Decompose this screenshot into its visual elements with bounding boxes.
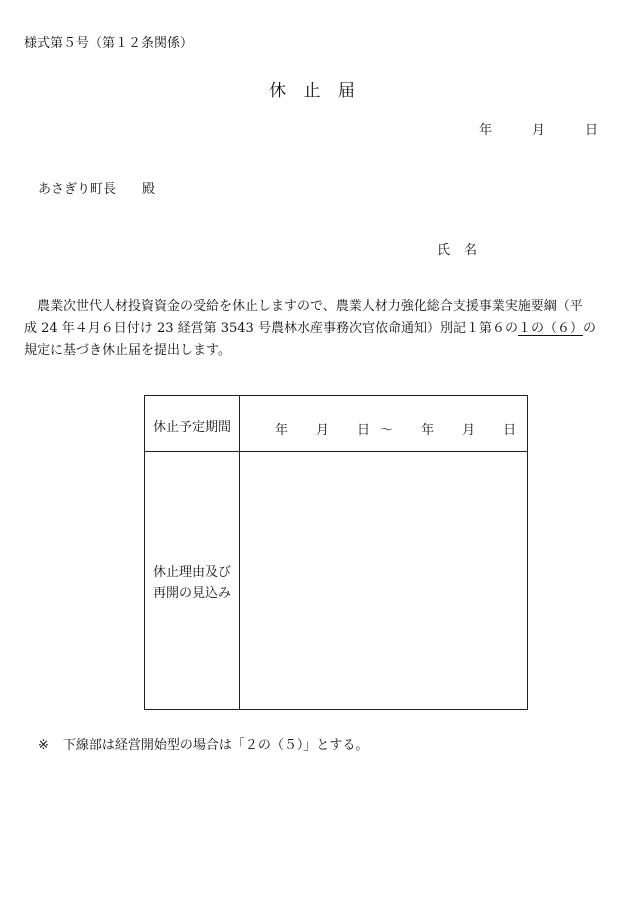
period-tilde: ～ bbox=[380, 423, 394, 438]
suspension-form-table bbox=[144, 395, 528, 710]
underlined-clause: １の（６） bbox=[517, 321, 583, 336]
applicant-name-field bbox=[437, 239, 477, 258]
reason-label-line-2: 再開の見込み bbox=[153, 586, 232, 601]
body-line-2 bbox=[24, 318, 608, 340]
period-year-start: 年 bbox=[275, 423, 289, 438]
document-title: 休 止 届 bbox=[269, 81, 361, 101]
period-month-start: 月 bbox=[316, 423, 330, 438]
period-day-end: 日 bbox=[503, 423, 517, 438]
body-line-2-post: の bbox=[582, 321, 596, 336]
period-label: 休止予定期間 bbox=[153, 420, 232, 435]
honorific: 殿 bbox=[142, 182, 156, 197]
date-month: 月 bbox=[531, 123, 545, 138]
date-day: 日 bbox=[584, 123, 598, 138]
note-mark: ※ bbox=[38, 738, 49, 753]
period-day-start: 日 bbox=[357, 423, 371, 438]
reason-label bbox=[153, 562, 231, 604]
reason-label-line-1: 休止理由及び bbox=[153, 565, 232, 580]
date-year: 年 bbox=[478, 123, 492, 138]
body-line-1 bbox=[24, 296, 608, 318]
period-year-end: 年 bbox=[421, 423, 435, 438]
body-paragraph bbox=[24, 296, 608, 362]
name-label-1: 氏 bbox=[437, 243, 451, 258]
table-column-divider bbox=[239, 396, 240, 709]
body-line-2-pre: 成 24 年４月６日付け 23 経営第 3543 号農林水産事務次官依命通知）別記１第６の bbox=[24, 321, 518, 336]
table-row-divider bbox=[145, 451, 527, 452]
form-number: 様式第５号（第１２条関係） bbox=[24, 36, 194, 51]
body-line-1-text: 農業次世代人材投資資金の受給を休止しますので、農業人材力強化総合支援事業実施要綱（平 bbox=[37, 299, 583, 314]
addressee bbox=[38, 178, 155, 197]
period-date-range bbox=[275, 419, 516, 438]
period-month-end: 月 bbox=[462, 423, 476, 438]
note-text: 下線部は経営開始型の場合は「２の（５）」とする。 bbox=[62, 738, 369, 753]
body-line-3: 規定に基づき休止届を提出します。 bbox=[24, 343, 231, 358]
name-label-2: 名 bbox=[464, 243, 478, 258]
footnote bbox=[38, 734, 368, 753]
recipient-name: あさぎり町長 bbox=[38, 182, 117, 197]
date-line bbox=[479, 119, 598, 138]
